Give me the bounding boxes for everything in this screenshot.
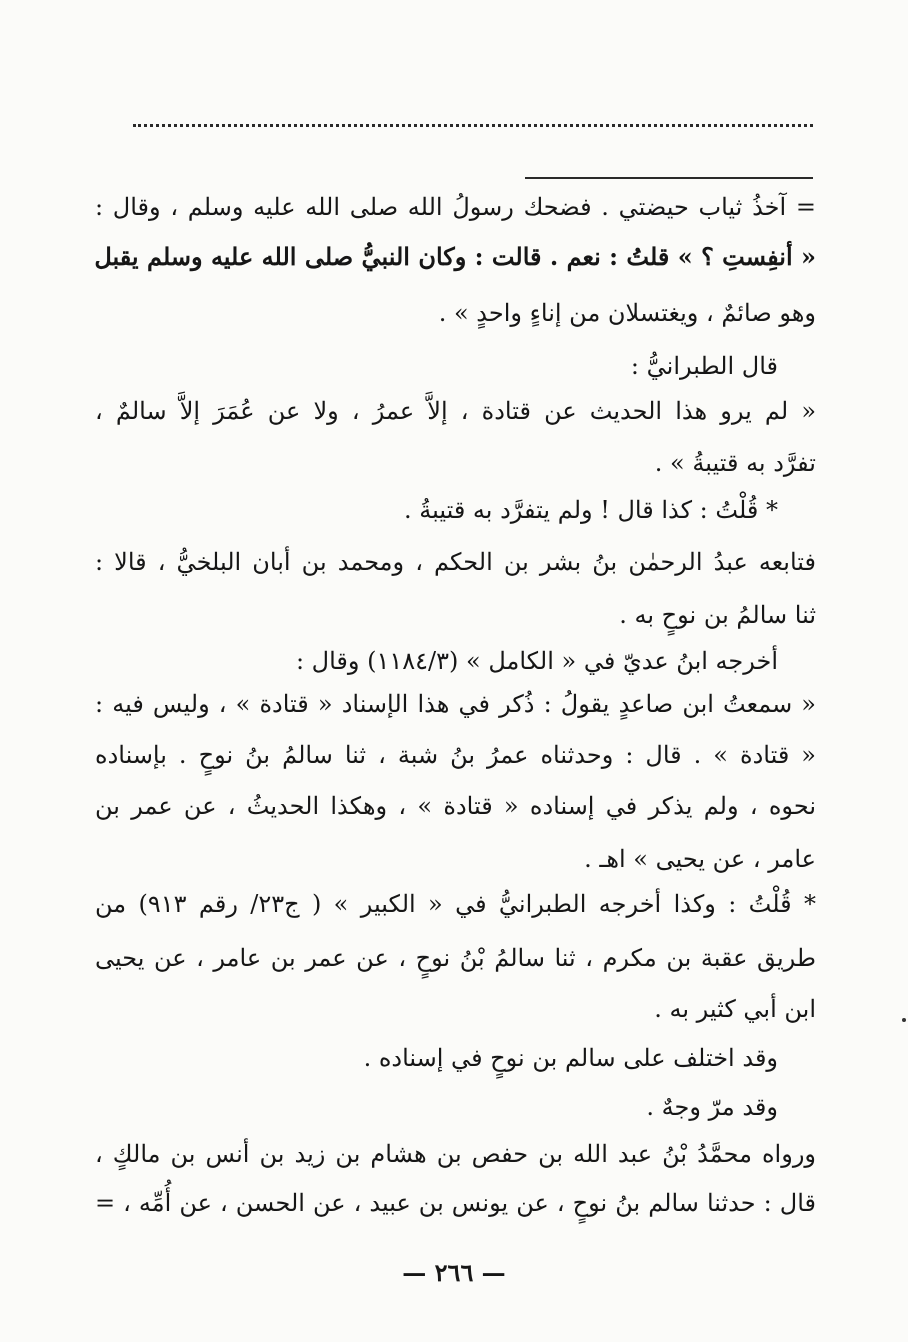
text-line-10: أخرجه ابنُ عديّ في « الكامل » (١١٨٤/٣) وقال : xyxy=(295,647,778,675)
page-number: — ٢٦٦ — xyxy=(402,1258,506,1287)
text-line-20: ورواه محمَّدُ بْنُ عبد الله بن حفص بن هشام بن زيد بن أنس بن مالكٍ ، xyxy=(95,1140,816,1168)
text-line-19: وقد مرّ وجهٌ . xyxy=(646,1093,778,1121)
dotted-separator xyxy=(133,124,813,127)
text-line-13: نحوه ، ولم يذكر في إسناده « قتادة » ، وهكذا الحديثُ ، عن عمر بن xyxy=(95,792,817,820)
text-line-15: * قُلْتُ : وكذا أخرجه الطبرانيُّ في « الكبير » ( ج٢٣/ رقم ٩١٣) من xyxy=(95,890,816,918)
margin-mark xyxy=(902,1018,906,1022)
text-line-5: « لم يرو هذا الحديث عن قتادة ، إلاَّ عمرُ ، ولا عن عُمَرَ إلاَّ سالمٌ ، xyxy=(95,397,816,425)
text-line-18: وقد اختلف على سالم بن نوحٍ في إسناده . xyxy=(363,1044,778,1072)
text-line-12: « قتادة » . قال : وحدثناه عمرُ بنُ شبة ، ثنا سالمُ بنُ نوحٍ . بإسناده xyxy=(95,741,816,769)
text-line-16: طريق عقبة بن مكرم ، ثنا سالمُ بْنُ نوحٍ ، عن عمر بن عامر ، عن يحيى xyxy=(95,944,816,972)
text-line-17: ابن أبي كثير به . xyxy=(654,995,816,1023)
text-line-7: * قُلْتُ : كذا قال ! ولم يتفرَّد به قتيبةُ . xyxy=(403,496,778,524)
text-line-2: « أنفِستِ ؟ » قلتُ : نعم . قالت : وكان النبيُّ صلى الله عليه وسلم يقبل xyxy=(94,242,816,271)
footnote-rule xyxy=(525,177,813,179)
text-line-14: عامر ، عن يحيى » اهـ . xyxy=(584,845,816,873)
text-line-1: = آخذُ ثياب حيضتي . فضحك رسولُ الله صلى الله عليه وسلم ، وقال : xyxy=(95,193,816,221)
text-line-6: تفرَّد به قتيبةُ » . xyxy=(654,449,816,477)
text-line-9: ثنا سالمُ بن نوحٍ به . xyxy=(619,601,816,629)
text-line-4: قال الطبرانيُّ : xyxy=(630,352,778,380)
text-line-8: فتابعه عبدُ الرحمٰن بنُ بشر بن الحكم ، ومحمد بن أبان البلخيُّ ، قالا : xyxy=(95,548,817,576)
text-line-11: « سمعتُ ابن صاعدٍ يقولُ : ذُكر في هذا الإسناد « قتادة » ، وليس فيه : xyxy=(95,690,816,718)
text-line-21: قال : حدثنا سالم بنُ نوحٍ ، عن يونس بن عبيد ، عن الحسن ، عن أُمِّه ، = xyxy=(95,1189,816,1217)
text-line-3: وهو صائمٌ ، ويغتسلان من إناءٍ واحدٍ » . xyxy=(438,299,816,327)
